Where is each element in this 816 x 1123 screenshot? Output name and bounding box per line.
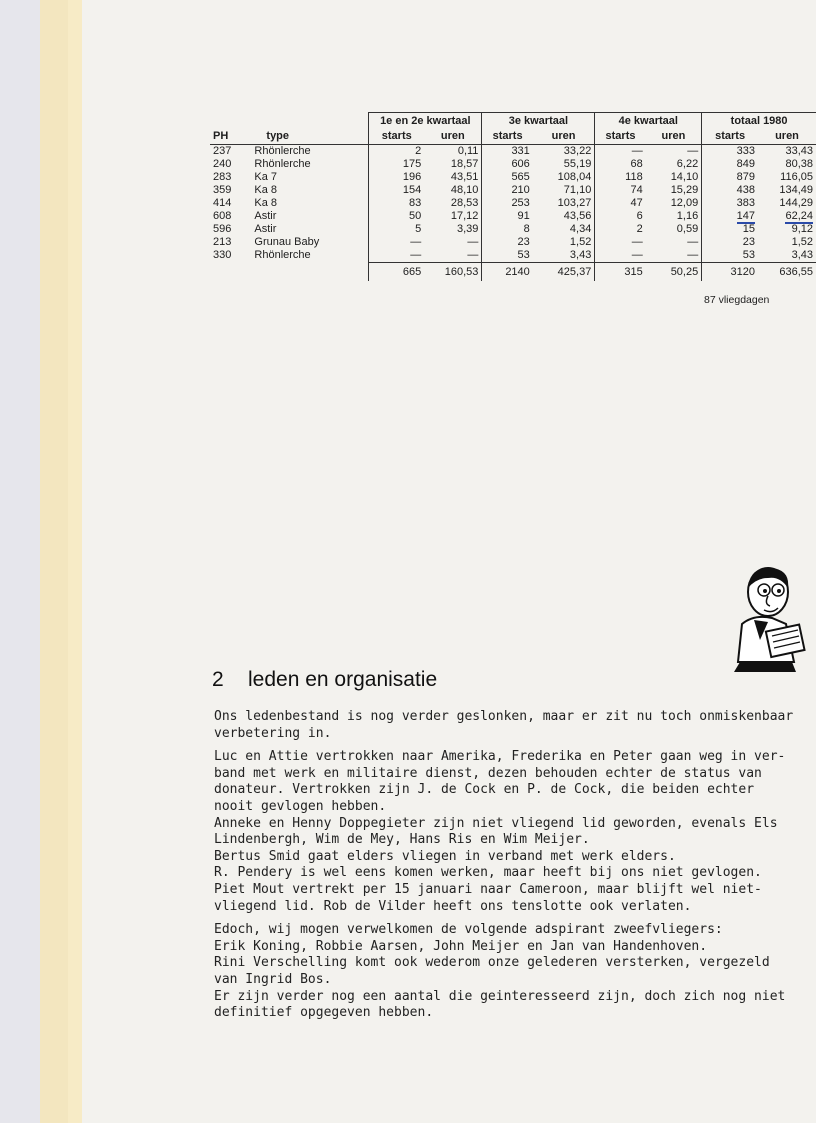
paper-edge-yellow-inner: [68, 0, 82, 1123]
table-cell: —: [687, 249, 699, 261]
total-cell: 160,53: [424, 263, 482, 282]
paragraph: Luc en Attie vertrokken naar Amerika, Frederika en Peter gaan weg in ver- band met werk en militaire dienst, dezen behouden echter de status van donateur. Vertrokken zijn J. de Cock en P. de Cock, die beiden echter nooit gevlogen hebben. Anneke en Henny Doppegieter zijn niet vliegend lid geworden, evenals Els Lindenbergh, Wim de Mey, Hans Ris en Wim Meijer. Bertus Smid gaat elders vliegen in verband met werk elders. R. Pendery is wel eens komen werken, maar heeft bij ons niet gevlogen. Piet Mout vertrekt per 15 januari naar Cameroon, maar blijft wel niet- vliegend lid. Rob de Vilder heeft ons tenslotte ook verlaten.: [214, 749, 786, 914]
group-header-q3: 3e kwartaal: [482, 113, 595, 130]
paragraph: Ons ledenbestand is nog verder geslonken, maar er zit nu toch onmiskenbaar verbetering in.: [214, 709, 794, 741]
table-cell: 118: [595, 171, 646, 184]
table-cell: 383: [702, 197, 758, 210]
table-cell: 3,39: [457, 223, 479, 235]
cell-type: Astir: [254, 210, 277, 222]
table-cell: 1,52: [791, 236, 813, 248]
table-cell: 91: [482, 210, 533, 223]
table-cell: 116,05: [780, 171, 813, 183]
table-cell: 33,22: [563, 145, 592, 157]
table-cell: 53: [702, 249, 758, 263]
body-text: [214, 709, 804, 1029]
table-cell: 438: [702, 184, 758, 197]
table-sub-header-row: [210, 129, 816, 145]
table-cell: 55,19: [563, 158, 592, 170]
header-starts: starts: [369, 129, 425, 145]
table-row: [210, 249, 816, 263]
section-heading: [212, 668, 437, 692]
table-row: [210, 158, 816, 171]
table-cell: 23: [702, 236, 758, 249]
table-cell: 74: [595, 184, 646, 197]
table-cell: 1,16: [676, 210, 699, 222]
table-cell: —: [687, 145, 699, 157]
table-cell: 3,43: [791, 249, 813, 261]
table-cell: —: [687, 236, 699, 248]
table-cell: 5: [369, 223, 425, 236]
pen-underlined-value: 62,24: [785, 210, 813, 222]
background-edge: [0, 0, 40, 1123]
table-cell: 6,22: [676, 158, 699, 170]
table-cell: 14,10: [670, 171, 699, 183]
table-cell: —: [595, 249, 646, 263]
table-cell: —: [467, 236, 479, 248]
group-header-total: totaal 1980: [702, 113, 816, 130]
table-cell: —: [369, 249, 425, 263]
table-cell: 8: [482, 223, 533, 236]
table-cell: 9,12: [791, 223, 813, 235]
header-uren: uren: [758, 129, 816, 145]
table-row: [210, 197, 816, 210]
table-cell: 43,51: [450, 171, 479, 183]
table-cell: 68: [595, 158, 646, 171]
table-body: [210, 145, 816, 263]
table-cell: —: [369, 236, 425, 249]
total-cell: 315: [595, 263, 646, 282]
paragraph: Edoch, wij mogen verwelkomen de volgende adspirant zweefvliegers: Erik Koning, Robbie Aarsen, John Meijer en Jan van Handenhoven. Rini Verschelling komt ook wederom onze gelederen versterken, vergezeld van Ingrid Bos. Er zijn verder nog een aantal die geinteresseerd zijn, doch zich nog niet definitief opgegeven hebben.: [214, 922, 786, 1021]
table-row: [210, 223, 816, 236]
table-cell: 3,43: [569, 249, 592, 261]
table-cell: 134,49: [779, 184, 813, 196]
table-group-header-row: [210, 113, 816, 130]
flight-statistics-table: [210, 112, 816, 281]
table-cell: 53: [482, 249, 533, 263]
flying-days-note: 87 vliegdagen: [704, 294, 770, 306]
cell-type: Rhönlerche: [254, 145, 311, 157]
total-cell: 50,25: [646, 263, 702, 282]
table-cell: [702, 210, 758, 223]
cell-ph: 213: [213, 236, 232, 248]
header-starts: starts: [595, 129, 646, 145]
table-cell: 43,56: [563, 210, 592, 222]
cell-ph: 240: [213, 158, 232, 170]
header-ph: PH: [210, 129, 248, 145]
header-uren: uren: [533, 129, 595, 145]
header-uren: uren: [646, 129, 702, 145]
table-cell: 83: [369, 197, 425, 210]
header-type: type: [248, 129, 368, 145]
table-cell: —: [595, 236, 646, 249]
total-cell: 425,37: [533, 263, 595, 282]
table-cell: 1,52: [569, 236, 592, 248]
cell-ph: 596: [213, 223, 232, 235]
table-cell: 4,34: [569, 223, 592, 235]
table-row: [210, 184, 816, 197]
section-number: 2: [212, 668, 224, 691]
cell-ph: 237: [213, 145, 232, 157]
header-uren: uren: [424, 129, 482, 145]
cell-ph: 608: [213, 210, 232, 222]
header-starts: starts: [482, 129, 533, 145]
table-cell: 6: [595, 210, 646, 223]
cell-ph: 283: [213, 171, 232, 183]
total-cell: 3120: [702, 263, 758, 282]
table-cell: 23: [482, 236, 533, 249]
table-cell: 0,11: [457, 145, 479, 157]
total-cell: 2140: [482, 263, 533, 282]
cell-type: Rhönlerche: [254, 249, 311, 262]
cell-type: Ka 7: [254, 171, 278, 183]
table-cell: 196: [369, 171, 425, 184]
table-cell: 50: [369, 210, 425, 223]
table-cell: 80,38: [785, 158, 813, 170]
table-cell: 48,10: [450, 184, 479, 196]
table-row: [210, 171, 816, 184]
table-cell: 12,09: [670, 197, 699, 209]
table-cell: 33,43: [785, 145, 813, 157]
table-cell: 253: [482, 197, 533, 210]
table-totals-row: [210, 263, 816, 282]
table-cell: 2: [369, 145, 425, 159]
table-cell: 71,10: [563, 184, 592, 196]
table-cell: —: [595, 145, 646, 159]
table-cell: 606: [482, 158, 533, 171]
cell-type: Grunau Baby: [254, 236, 320, 248]
table-cell: 175: [369, 158, 425, 171]
group-header-q12: 1e en 2e kwartaal: [369, 113, 482, 130]
pen-underlined-value: 147: [736, 210, 755, 222]
section-title: leden en organisatie: [248, 668, 438, 691]
group-header-q4: 4e kwartaal: [595, 113, 702, 130]
table-cell: 0,59: [676, 223, 699, 235]
table-cell: 108,04: [557, 171, 592, 183]
table-row: [210, 236, 816, 249]
table-cell: 144,29: [779, 197, 813, 209]
total-cell: 636,55: [758, 263, 816, 282]
table-cell: 879: [702, 171, 758, 184]
table-cell: 331: [482, 145, 533, 159]
table-cell: 15,29: [670, 184, 699, 196]
cell-ph: 359: [213, 184, 232, 196]
table-cell: 47: [595, 197, 646, 210]
table-cell: 333: [702, 145, 758, 159]
table-cell: 2: [595, 223, 646, 236]
total-cell: 665: [369, 263, 425, 282]
cartoon-reader-illustration: [724, 562, 814, 674]
table-row: [210, 210, 816, 223]
cell-type: Ka 8: [254, 197, 278, 209]
table-cell: 154: [369, 184, 425, 197]
table-cell: 17,12: [450, 210, 479, 222]
table-cell: 210: [482, 184, 533, 197]
cell-type: Ka 8: [254, 184, 278, 196]
cell-type: Rhönlerche: [254, 158, 311, 170]
table-cell: 103,27: [557, 197, 592, 209]
cell-type: Astir: [254, 223, 277, 235]
table-cell: [758, 210, 816, 223]
table-row: [210, 145, 816, 159]
header-starts: starts: [702, 129, 758, 145]
table-cell: 28,53: [450, 197, 479, 209]
cell-ph: 330: [213, 249, 232, 262]
table-cell: 565: [482, 171, 533, 184]
cell-ph: 414: [213, 197, 232, 209]
table-cell: 849: [702, 158, 758, 171]
table-cell: 18,57: [450, 158, 479, 170]
table-cell: 15: [702, 223, 758, 236]
table-cell: —: [467, 249, 479, 261]
